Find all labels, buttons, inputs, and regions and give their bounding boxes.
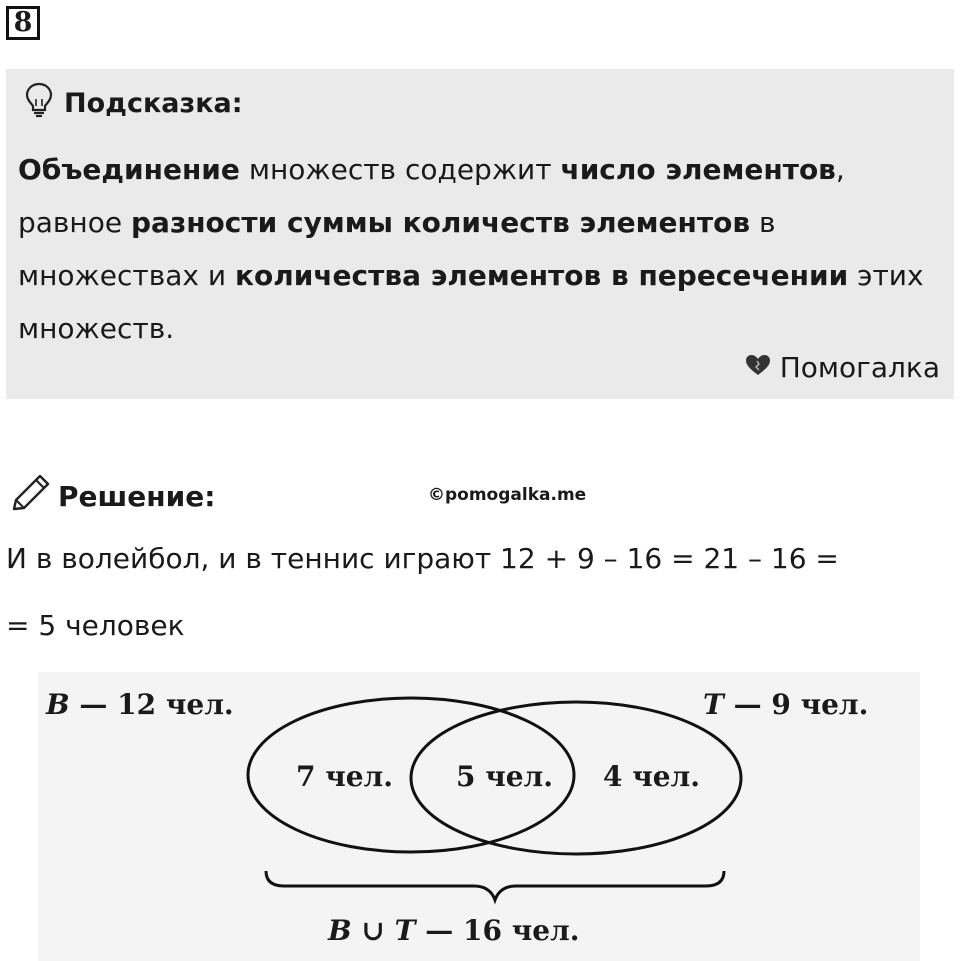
solution-title: Решение:	[58, 479, 216, 513]
hint-line-2	[18, 196, 938, 249]
hint-text-span: множеств содержит	[239, 153, 561, 186]
hint-header	[24, 85, 243, 121]
left-only-label: 7 чел.	[296, 760, 394, 793]
hint-text	[18, 143, 938, 355]
hint-box	[6, 69, 954, 399]
hint-text-span: ,	[835, 153, 845, 186]
hint-text-span: множествах и	[18, 259, 235, 292]
hint-bold-text: разности суммы количеств элементов	[131, 206, 751, 239]
hint-line-3	[18, 249, 938, 302]
union-b-var: B	[328, 914, 352, 947]
hint-text-span: в	[750, 206, 776, 239]
pencil-icon	[8, 473, 52, 520]
set-t-var: T	[703, 688, 724, 721]
hint-line-4: множеств.	[18, 312, 175, 345]
hint-bold-text: число элементов	[560, 153, 836, 186]
union-label	[328, 914, 580, 947]
intersection-label: 5 чел.	[456, 760, 554, 793]
task-number: 8	[6, 6, 40, 40]
union-t-var: T	[394, 914, 416, 947]
right-only-label: 4 чел.	[603, 760, 701, 793]
hint-bold-text: Объединение	[18, 153, 240, 186]
solution-line-1: И в волейбол, и в теннис играют 12 + 9 – 16 = 21 – 16 =	[6, 542, 839, 575]
set-b-var: B	[46, 688, 70, 721]
solution-header	[8, 474, 215, 518]
set-b-count: — 12 чел.	[69, 688, 234, 721]
set-t-label	[703, 688, 868, 721]
union-count: — 16 чел.	[415, 914, 580, 947]
set-t-count: — 9 чел.	[723, 688, 869, 721]
hint-bold-text: количества элементов в пересечении	[234, 259, 849, 292]
set-b-label	[46, 688, 234, 721]
credit	[744, 351, 940, 384]
hint-line-1	[18, 143, 938, 196]
venn-diagram	[38, 672, 920, 961]
solution-line-2: = 5 человек	[6, 609, 185, 642]
union-operator: ∪	[351, 914, 395, 947]
lightbulb-icon	[24, 82, 54, 125]
hint-title: Подсказка:	[64, 87, 243, 119]
watermark: ©pomogalka.me	[428, 485, 587, 505]
hint-text-span: этих	[848, 259, 924, 292]
heart-icon	[744, 351, 772, 384]
credit-label: Помогалка	[779, 351, 940, 384]
hint-text-span: равное	[18, 206, 131, 239]
